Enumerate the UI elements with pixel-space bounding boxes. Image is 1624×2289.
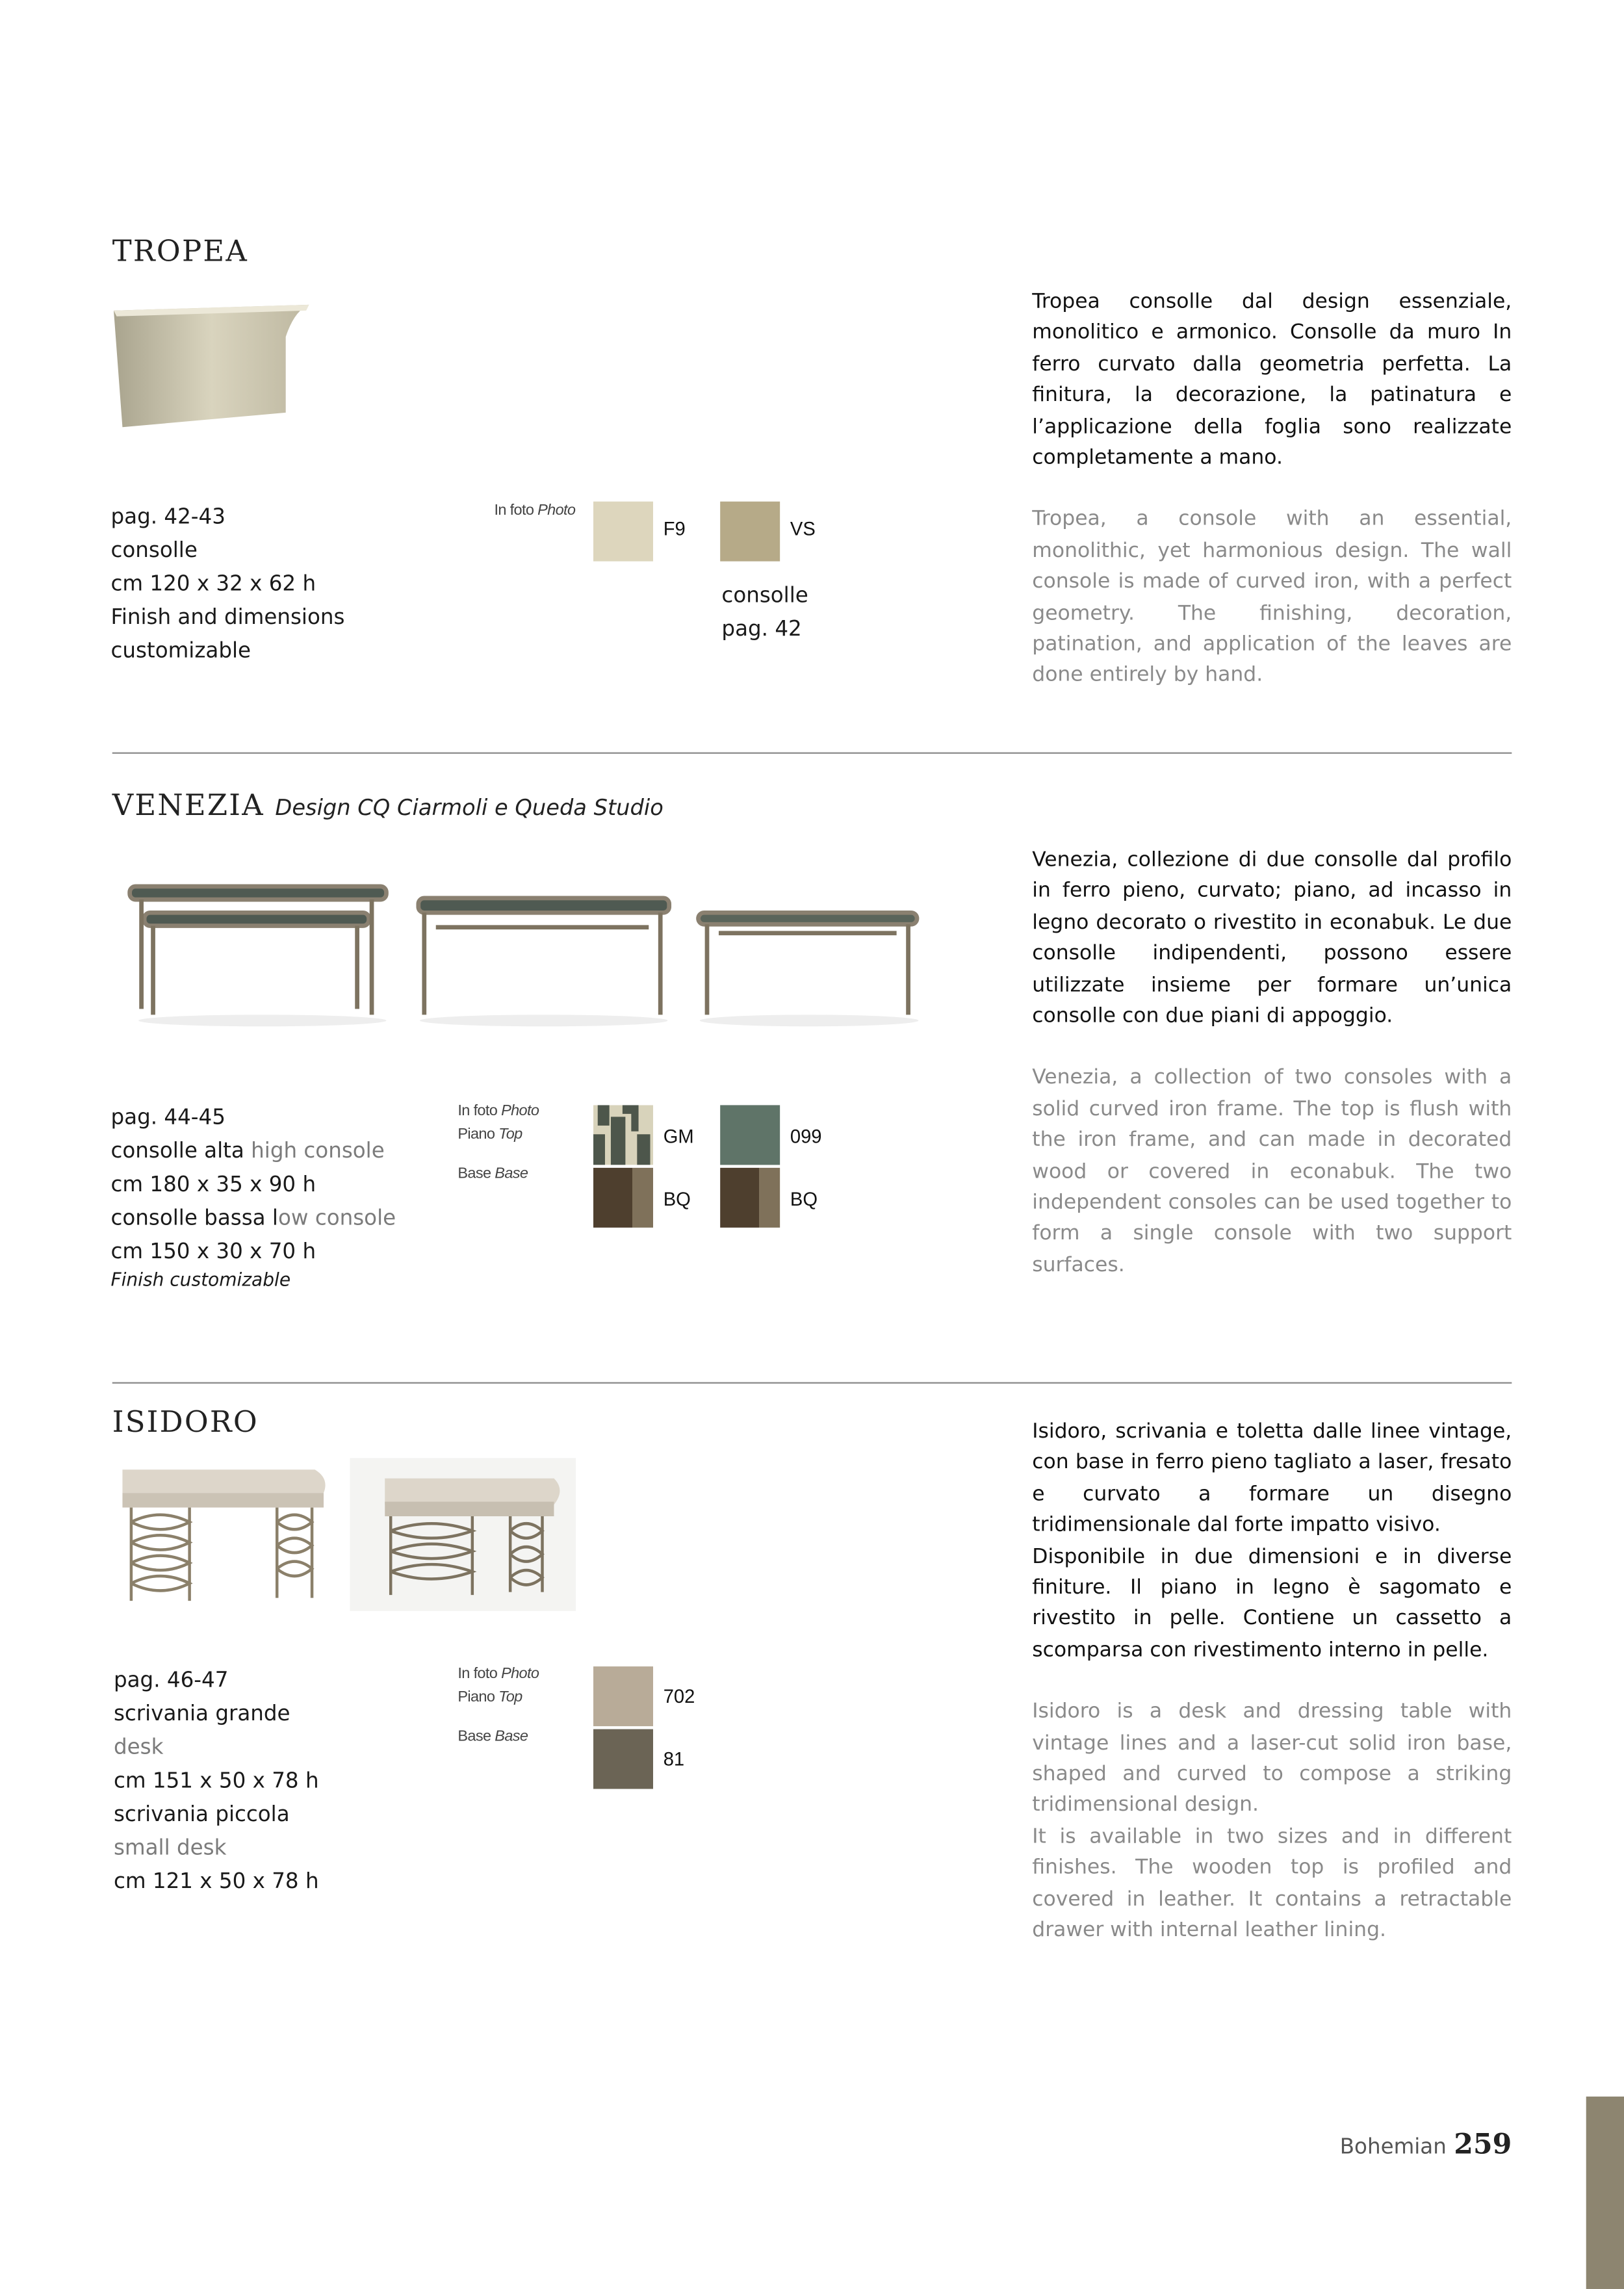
collection-name: Bohemian	[1339, 2136, 1447, 2160]
description-en: Isidoro is a desk and dressing table with vintage lines and a laser-cut solid iron base, shaped and curved to compose a striking tridimensional design.	[1032, 1700, 1512, 1818]
swatch-code: BQ	[663, 1188, 691, 1210]
swatch-code: F9	[663, 517, 686, 540]
spec-dimensions: cm 120 x 32 x 62 h	[110, 573, 316, 597]
venezia-title: VENEZIA Design CQ Ciarmoli e Queda Studio	[112, 787, 664, 823]
description-it: Tropea consolle dal design essenziale, monolitico e armonico. Consolle da muro In ferro curvato dalla geometria perfetta. La finitura, la decorazione, la patinatura e l’applicazione della foglia sono realizzate completamente a mano.	[1032, 290, 1512, 470]
finish-labels: In foto Photo Piano Top Base Base	[458, 1102, 539, 1183]
swatch-vs	[720, 502, 780, 562]
swatch-code: 099	[790, 1125, 822, 1148]
isidoro-description	[1032, 1417, 1512, 1946]
swatch-81	[593, 1729, 653, 1789]
note-line: pag. 42	[721, 618, 802, 642]
swatch-f9	[593, 502, 653, 562]
isidoro-title: ISIDORO	[112, 1404, 259, 1440]
spec-small-dimensions: cm 121 x 50 x 78 h	[113, 1870, 319, 1895]
description-it: Isidoro, scrivania e toletta dalle linee vintage, con base in ferro pieno tagliato a laser, fresato e curvato a formare un disegno tridimensionale dal forte impatto visivo.	[1032, 1419, 1512, 1537]
isidoro-specs	[114, 1665, 319, 1900]
spec-finish: Finish customizable	[110, 1268, 291, 1291]
divider	[112, 753, 1512, 754]
venezia-consoles-image	[124, 875, 926, 1035]
finish-labels: In foto Photo Piano Top Base Base	[458, 1664, 539, 1746]
spec-low: consolle bassa low console	[110, 1207, 396, 1231]
description-it: Venezia, collezione di due consolle dal profilo in ferro pieno, curvato; piano, ad incasso in legno decorato o rivestito in econabuk. Le due consolle indipendenti, possono essere utilizzate insieme per formare un’unica consolle con due piani di appoggio.	[1032, 848, 1512, 1028]
divider	[112, 1382, 1512, 1384]
swatch-code: 81	[663, 1748, 685, 1770]
page-footer	[1340, 2128, 1512, 2160]
swatch-bq	[593, 1168, 653, 1228]
note-line: consolle	[721, 584, 808, 608]
spec-big: scrivania grande	[113, 1703, 290, 1727]
swatch-gm	[593, 1105, 653, 1165]
venezia-designer: Design CQ Ciarmoli e Queda Studio	[275, 794, 664, 821]
swatch-702	[593, 1666, 653, 1726]
description-en: Tropea, a console with an essential, monolithic, yet harmonious design. The wall console is made of curved iron, with a perfect geometry. The finishing, decoration, patination, and application of the leaves are done entirely by hand.	[1032, 508, 1512, 688]
swatch-code: GM	[663, 1125, 694, 1148]
spec-big-en: desk	[113, 1736, 164, 1760]
description-en-2: It is available in two sizes and in different finishes. The wooden top is profiled and covered in leather. It contains a retractable drawer with internal leather lining.	[1032, 1825, 1512, 1943]
spec-small-en: small desk	[113, 1837, 227, 1861]
photo-label: In foto Photo	[494, 501, 576, 519]
swatch-099	[720, 1105, 780, 1165]
spec-high: consolle alta high console	[110, 1140, 385, 1164]
spec-big-dimensions: cm 151 x 50 x 78 h	[113, 1770, 319, 1794]
page-number: 259	[1454, 2128, 1512, 2161]
tropea-description	[1032, 287, 1512, 692]
description-it-2: Disponibile in due dimensioni e in diverse finiture. Il piano in legno è sagomato e rivestito in pelle. Contiene un cassetto a scomparsa con rivestimento interno in pelle.	[1032, 1545, 1512, 1662]
tropea-console-image	[108, 299, 315, 433]
isidoro-desk-small-image	[350, 1458, 576, 1611]
spec-type: consolle	[110, 539, 198, 563]
venezia-specs	[110, 1102, 396, 1290]
section-tab	[1586, 2097, 1624, 2289]
venezia-description	[1032, 846, 1512, 1282]
isidoro-desk-large-image	[114, 1458, 332, 1611]
swatch-bq	[720, 1168, 780, 1228]
spec-low-dimensions: cm 150 x 30 x 70 h	[110, 1241, 316, 1264]
swatch-code: BQ	[790, 1188, 818, 1210]
spec-small: scrivania piccola	[113, 1803, 290, 1827]
spec-finish-2: customizable	[110, 640, 251, 664]
swatch-code: VS	[790, 517, 816, 540]
spec-page: pag. 42-43	[110, 506, 226, 530]
tropea-specs	[110, 502, 344, 669]
swatch-code: 702	[663, 1685, 695, 1707]
swatch-note	[721, 580, 808, 647]
spec-page: pag. 44-45	[110, 1106, 226, 1130]
tropea-title: TROPEA	[112, 233, 249, 268]
spec-page: pag. 46-47	[113, 1669, 229, 1693]
spec-finish: Finish and dimensions	[110, 606, 345, 630]
spec-high-dimensions: cm 180 x 35 x 90 h	[110, 1173, 316, 1197]
description-en: Venezia, a collection of two consoles with a solid curved iron frame. The top is flush with the iron frame, and can made in decorated wood or covered in econabuk. The two independent consoles can be used together to form a single console with two support surfaces.	[1032, 1066, 1512, 1277]
